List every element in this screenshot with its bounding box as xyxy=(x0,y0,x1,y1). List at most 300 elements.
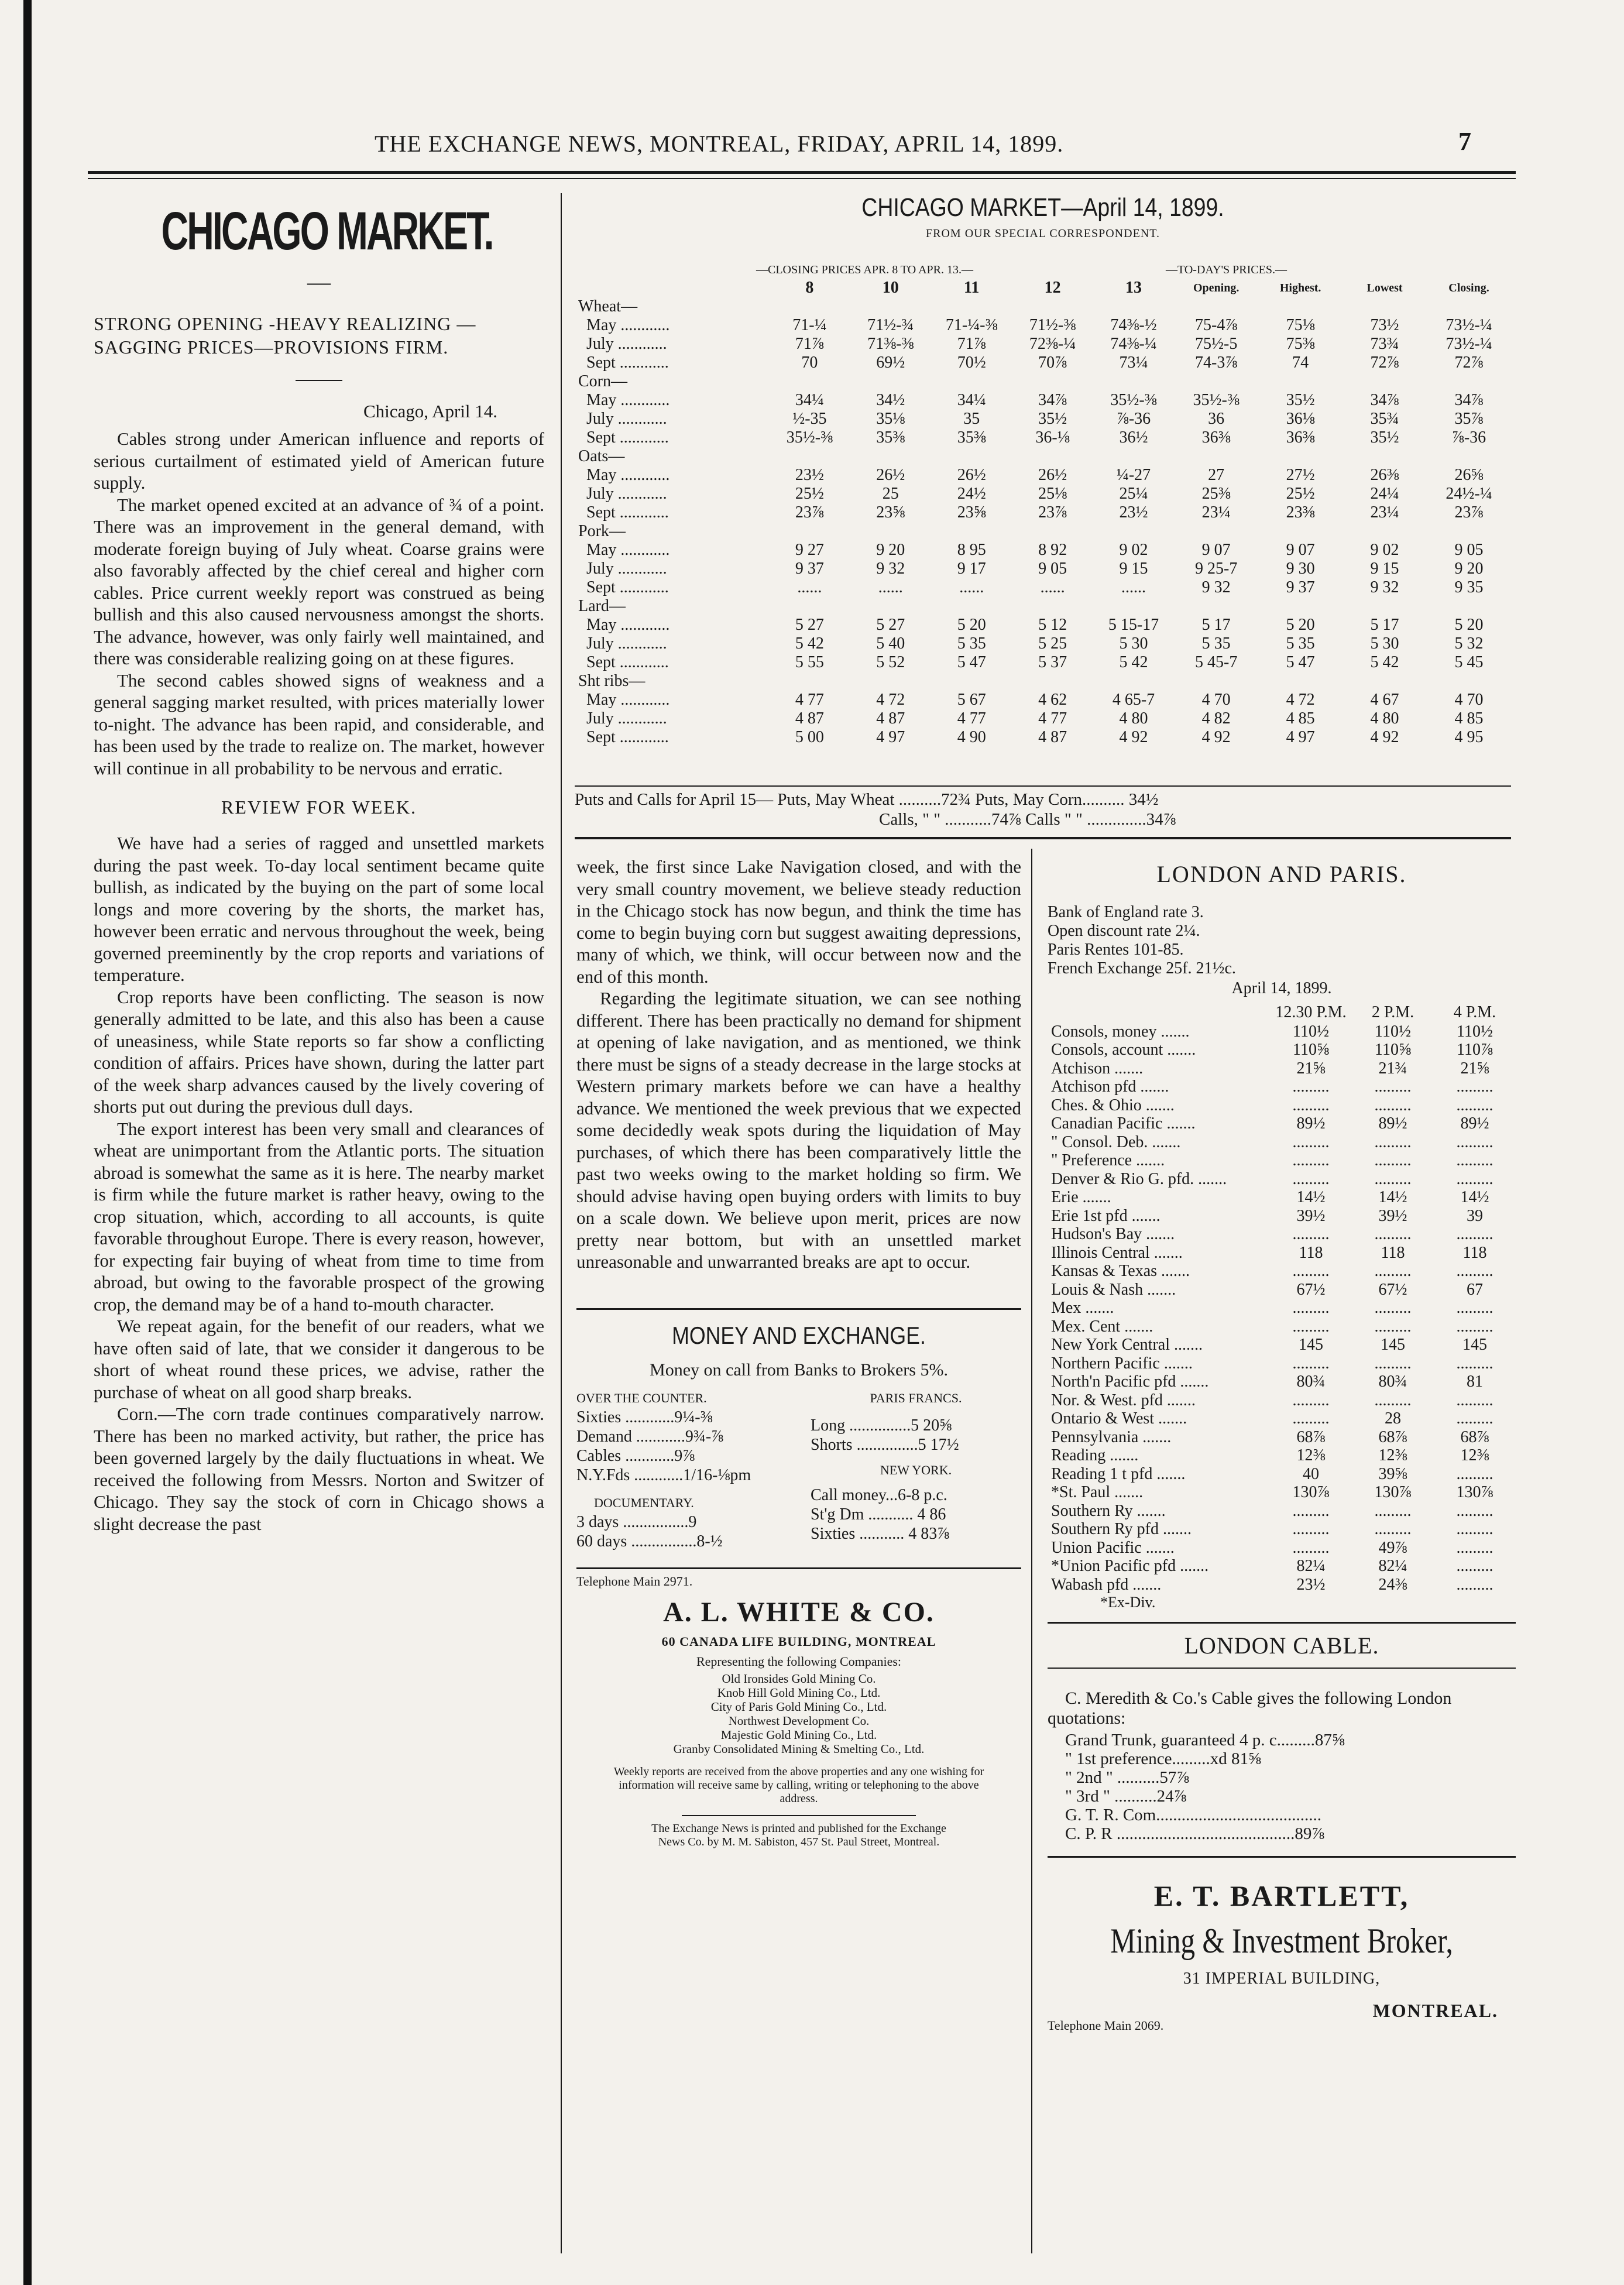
price-cell: 35 xyxy=(963,410,980,428)
quote-cell: ......... xyxy=(1292,1096,1330,1114)
price-cell: 72⅞ xyxy=(1454,354,1484,372)
subheading: STRONG OPENING -HEAVY REALIZING — SAGGING PRICES—PROVISIONS FIRM. xyxy=(94,313,476,358)
chicago-price-table xyxy=(575,279,1511,747)
price-cell: 5 35 xyxy=(957,634,986,653)
price-cell: 70 xyxy=(801,354,818,372)
table-row xyxy=(1048,1114,1516,1133)
price-cell: 35½-⅜ xyxy=(1193,391,1240,409)
empty-cell xyxy=(931,597,1012,616)
price-cell: 24½ xyxy=(957,485,986,503)
table-row xyxy=(575,466,1511,485)
price-cell: 36½ xyxy=(1119,428,1148,447)
commodity-name: Sht ribs— xyxy=(578,672,646,690)
month-label: Sept ............ xyxy=(578,653,669,671)
empty-cell xyxy=(1012,597,1093,616)
masthead-rule-thin xyxy=(88,178,1516,179)
price-cell: 26½ xyxy=(876,466,905,484)
empty-cell xyxy=(769,447,850,466)
quote-cell: 68⅞ xyxy=(1296,1428,1326,1446)
paris-ny-block xyxy=(811,1388,1021,1551)
quote-cell: ......... xyxy=(1292,1501,1330,1520)
money-exchange-heading: MONEY AND EXCHANGE. xyxy=(672,1321,926,1349)
commodity-name: Corn— xyxy=(578,372,627,390)
puts-calls-line-1: Puts and Calls for April 15— Puts, May Wheat ..........72¾ Puts, May Corn.......... 34½ xyxy=(575,790,1159,809)
price-cell: 23⅞ xyxy=(1454,503,1484,521)
rate-line: Shorts ...............5 17½ xyxy=(811,1435,959,1454)
bartlett-phone: Telephone Main 2069. xyxy=(1048,2018,1164,2033)
price-cell: 35½ xyxy=(1286,391,1315,409)
price-cell: ...... xyxy=(1121,578,1146,596)
quote-cell: 14½ xyxy=(1378,1188,1407,1206)
table-row xyxy=(1048,1151,1516,1170)
london-stock-table xyxy=(1048,1003,1516,1594)
month-label: July ............ xyxy=(578,335,667,353)
quote-cell: ......... xyxy=(1374,1225,1412,1243)
quote-cell: ......... xyxy=(1456,1409,1493,1428)
price-cell: 9 17 xyxy=(957,560,986,578)
price-cell: 9 27 xyxy=(795,541,824,559)
article-body xyxy=(94,428,544,779)
rate-line: French Exchange 25f. 21½c. xyxy=(1048,959,1236,977)
table-row xyxy=(1048,1520,1516,1539)
empty-cell xyxy=(769,297,850,316)
empty-cell xyxy=(1174,297,1258,316)
price-cell: ½-35 xyxy=(792,410,827,428)
empty-cell xyxy=(1343,672,1427,691)
price-cell: 4 70 xyxy=(1201,691,1231,709)
table-row xyxy=(1048,1391,1516,1410)
price-cell: 5 30 xyxy=(1370,634,1399,653)
stock-name: Mex. Cent ....... xyxy=(1051,1317,1153,1336)
price-cell: 4 92 xyxy=(1201,728,1231,746)
table-row xyxy=(575,653,1511,672)
quote-cell: 80¾ xyxy=(1378,1373,1407,1391)
price-cell: 74 xyxy=(1292,354,1309,372)
page-edge xyxy=(23,0,32,2285)
price-cell: 36⅛ xyxy=(1286,410,1315,428)
price-cell: 5 42 xyxy=(1119,653,1148,671)
quote-cell: 80¾ xyxy=(1296,1373,1326,1391)
price-cell: 4 85 xyxy=(1454,709,1484,728)
column-rule-2 xyxy=(1031,849,1032,2253)
table-row xyxy=(575,335,1511,354)
empty-cell xyxy=(1174,447,1258,466)
cable-line: " 3rd " ..........24⅞ xyxy=(1065,1787,1187,1806)
price-cell: 5 17 xyxy=(1370,616,1399,634)
price-cell: 25⅛ xyxy=(1038,485,1067,503)
table-row xyxy=(1048,1465,1516,1484)
empty-cell xyxy=(1427,447,1511,466)
price-cell: 5 27 xyxy=(795,616,824,634)
price-cell: 34⅞ xyxy=(1370,391,1399,409)
price-cell: 75½-5 xyxy=(1195,335,1238,353)
quote-cell: 110⅝ xyxy=(1293,1041,1329,1059)
paragraph: We have had a series of ragged and unsettled markets during the past week. To-day local sentiment became quite bullish, as indicated by the buying on the part of some local longs and more covering by the shorts, the market has, however been erratic and nervous throughout the week, being governed preeminently by the crop reports and variations of temperature. xyxy=(94,833,544,985)
quote-cell: 68⅞ xyxy=(1378,1428,1407,1446)
ad-rule-top xyxy=(576,1567,1021,1569)
table-row xyxy=(575,728,1511,747)
price-cell: 35½-⅜ xyxy=(1110,391,1157,409)
price-cell: 4 72 xyxy=(876,691,905,709)
quote-cell: 82¼ xyxy=(1378,1557,1407,1575)
price-cell: 4 72 xyxy=(1286,691,1315,709)
quote-cell: 145 xyxy=(1462,1336,1487,1354)
table-row xyxy=(575,485,1511,503)
ny-head: NEW YORK. xyxy=(880,1462,952,1477)
quote-cell: ......... xyxy=(1374,1520,1412,1538)
london-paris-rates xyxy=(1048,903,1516,998)
empty-cell xyxy=(931,372,1012,391)
price-cell: 73¼ xyxy=(1119,354,1148,372)
ad-address: 60 CANADA LIFE BUILDING, MONTREAL xyxy=(661,1634,936,1649)
quote-cell: 67½ xyxy=(1378,1280,1407,1299)
header-cell: 13 xyxy=(1125,279,1142,297)
table-row xyxy=(575,691,1511,709)
company-name: Old Ironsides Gold Mining Co. xyxy=(722,1671,876,1686)
month-label: Sept ............ xyxy=(578,428,669,447)
month-label: July ............ xyxy=(578,560,667,578)
empty-cell xyxy=(1174,672,1258,691)
ad-representing: Representing the following Companies: xyxy=(696,1653,902,1669)
stock-name: Louis & Nash ....... xyxy=(1051,1280,1176,1299)
cable-rule-top xyxy=(1048,1622,1516,1624)
rate-line: Bank of England rate 3. xyxy=(1048,903,1204,921)
price-cell: 5 15-17 xyxy=(1108,616,1159,634)
price-cell: 4 82 xyxy=(1201,709,1231,728)
cable-line: C. P. R ..........................................89⅞ xyxy=(1065,1824,1325,1843)
empty-cell xyxy=(1174,597,1258,616)
header-cell: 8 xyxy=(805,279,814,297)
price-cell: ...... xyxy=(878,578,903,596)
rate-line: Paris Rentes 101-85. xyxy=(1048,941,1184,959)
empty-cell xyxy=(1258,447,1343,466)
price-cell: 5 35 xyxy=(1201,634,1231,653)
table-row xyxy=(1048,1557,1516,1576)
price-cell: 25½ xyxy=(1286,485,1315,503)
price-cell: 71½-⅜ xyxy=(1029,316,1076,334)
paragraph: week, the first since Lake Navigation closed, and with the very small country movement, we believe steady reduction in the Chicago stock has now begun, and think the time has come to begin buying corn but suggest awaiting depressions, many of which, we think, will occur between now and the end of this month. xyxy=(576,856,1021,987)
stock-name: Reading 1 t pfd ....... xyxy=(1051,1464,1186,1483)
price-cell: 36 xyxy=(1208,410,1225,428)
stock-name: Kansas & Texas ....... xyxy=(1051,1262,1190,1280)
price-cell: 26½ xyxy=(957,466,986,484)
header-cell: 4 P.M. xyxy=(1453,1003,1496,1021)
stock-name: Ontario & West ....... xyxy=(1051,1409,1187,1428)
company-name: Knob Hill Gold Mining Co., Ltd. xyxy=(717,1685,881,1700)
price-cell: 70⅞ xyxy=(1038,354,1067,372)
quote-cell: ......... xyxy=(1456,1391,1493,1409)
price-cell: 35½ xyxy=(1370,428,1399,447)
table-row xyxy=(1048,1576,1516,1594)
price-cell: ¼-27 xyxy=(1116,466,1151,484)
quote-cell: 49⅞ xyxy=(1378,1538,1407,1557)
paragraph: Crop reports have been conflicting. The season is now generally admitted to be late, and this also has been a cause of uneasiness, while State reports so far show a conflicting condition of affairs. Prices have shown, during the latter part of the week sharp advances caused by the lively covering of shorts put out during the previous dull days. xyxy=(94,986,544,1117)
price-cell: 5 20 xyxy=(1286,616,1315,634)
price-cell: 73¾ xyxy=(1370,335,1399,353)
stock-name: Consols, account ....... xyxy=(1051,1041,1196,1059)
quote-cell: 110½ xyxy=(1457,1022,1493,1041)
paragraph: Regarding the legitimate situation, we can see nothing different. There has been practically no demand for shipment at opening of lake navigation, and as mentioned, we think there must be signs of a steady decrease in the large stocks at Western primary markets before we can have a healthy advance. We mentioned the week previous that we expected some decidedly weak spots during the liquidation of May purchases, of which there has been comparatively little the past two weeks owing to the market holding so firm. We should advise having open buying orders with limits to buy on a scale down. We believe upon merit, prices are now pretty near bottom, but with an unsettled market unreasonable and unwarranted breaks are apt to occur. xyxy=(576,988,1021,1272)
rate-line: Open discount rate 2¼. xyxy=(1048,922,1200,940)
price-cell: 9 25-7 xyxy=(1195,560,1238,578)
price-cell: 71⅞ xyxy=(957,335,986,353)
price-cell: 34⅞ xyxy=(1454,391,1484,409)
quote-cell: ......... xyxy=(1374,1262,1412,1280)
empty-cell xyxy=(1093,372,1174,391)
price-cell: 23⅜ xyxy=(1286,503,1315,521)
quote-cell: 118 xyxy=(1462,1243,1487,1262)
table-row xyxy=(1048,1262,1516,1281)
rate-line: 60 days ................8-½ xyxy=(576,1532,723,1550)
price-cell: 35½-⅜ xyxy=(786,428,833,447)
column-3 xyxy=(1048,860,1516,2033)
table-row xyxy=(575,616,1511,634)
stock-name: " Preference ....... xyxy=(1051,1151,1165,1169)
quote-cell: 68⅞ xyxy=(1460,1428,1489,1446)
stock-name: *St. Paul ....... xyxy=(1051,1483,1144,1501)
empty-cell xyxy=(1093,522,1174,541)
stock-name: Southern Ry ....... xyxy=(1051,1501,1166,1520)
price-cell: ⅞-36 xyxy=(1116,410,1151,428)
table-row xyxy=(1048,1318,1516,1336)
price-cell: 71-¼-⅜ xyxy=(945,316,998,334)
paragraph: The market opened excited at an advance of ¾ of a point. There was an improvement in the general demand, with moderate foreign buying of July wheat. Coarse grains were also favorably affected by the chief cereal and higher corn cables. Price current weekly report was construed as being bullish and this also caused nervousness amongst the shorts. The advance, however, was only fairly well maintained, and there was considerable realizing going on at these figures. xyxy=(94,494,544,668)
empty-cell xyxy=(1093,447,1174,466)
empty-cell xyxy=(1258,522,1343,541)
quote-cell: ......... xyxy=(1456,1520,1493,1538)
closing-prices-head: —CLOSING PRICES APR. 8 TO APR. 13.— xyxy=(756,263,974,276)
price-cell: 23⅝ xyxy=(957,503,986,521)
rate-line: Demand ............9¾-⅞ xyxy=(576,1427,724,1446)
quote-cell: 39 xyxy=(1467,1206,1483,1225)
rate-line: Sixties ............9¼-⅜ xyxy=(576,1408,713,1426)
price-cell: 5 20 xyxy=(957,616,986,634)
month-label: July ............ xyxy=(578,410,667,428)
price-cell: 5 45-7 xyxy=(1195,653,1238,671)
month-label: May ............ xyxy=(578,541,670,559)
table-row xyxy=(1048,1336,1516,1354)
price-cell: 35½ xyxy=(1038,410,1067,428)
quote-cell: ......... xyxy=(1292,1391,1330,1409)
page-number: 7 xyxy=(1458,127,1471,156)
quote-cell: 24⅜ xyxy=(1378,1575,1407,1594)
bartlett-name: E. T. BARTLETT, xyxy=(1153,1879,1410,1912)
table-row xyxy=(575,709,1511,728)
quote-cell: 14½ xyxy=(1296,1188,1326,1206)
table-row xyxy=(575,391,1511,410)
header-cell: Opening. xyxy=(1193,282,1240,294)
price-cell: 5 30 xyxy=(1119,634,1148,653)
empty-cell xyxy=(931,447,1012,466)
masthead-title: THE EXCHANGE NEWS, MONTREAL, FRIDAY, APRIL 14, 1899. xyxy=(375,131,1064,157)
price-cell: 35¾ xyxy=(1370,410,1399,428)
commodity-group-row xyxy=(575,447,1511,466)
company-name: City of Paris Gold Mining Co., Ltd. xyxy=(710,1699,887,1714)
quote-cell: ......... xyxy=(1456,1317,1493,1336)
price-cell: 36⅜ xyxy=(1201,428,1231,447)
price-cell: 23½ xyxy=(1119,503,1148,521)
documentary-head: DOCUMENTARY. xyxy=(594,1495,694,1510)
month-label: July ............ xyxy=(578,485,667,503)
price-cell: 72⅞ xyxy=(1370,354,1399,372)
price-cell: 8 92 xyxy=(1038,541,1067,559)
price-cell: 9 05 xyxy=(1038,560,1067,578)
table-row xyxy=(575,560,1511,578)
empty-cell xyxy=(1012,297,1093,316)
price-cell: 72⅜-¼ xyxy=(1029,335,1076,353)
table-row xyxy=(1048,1059,1516,1078)
price-cell: 5 25 xyxy=(1038,634,1067,653)
rate-line: Long ...............5 20⅝ xyxy=(811,1416,952,1435)
quote-cell: 81 xyxy=(1467,1373,1483,1391)
corn-article-body xyxy=(576,856,1021,1273)
commodity-name: Lard— xyxy=(578,597,626,615)
price-cell: 9 35 xyxy=(1454,578,1484,596)
price-cell: 5 27 xyxy=(876,616,905,634)
table-row xyxy=(1048,1170,1516,1189)
otc-head: OVER THE COUNTER. xyxy=(576,1390,707,1405)
header-cell xyxy=(1048,1003,1270,1023)
price-cell: 4 77 xyxy=(1038,709,1067,728)
table-row xyxy=(1048,1373,1516,1391)
table-source: FROM OUR SPECIAL CORRESPONDENT. xyxy=(926,227,1160,240)
quote-cell: ......... xyxy=(1456,1078,1493,1096)
price-cell: 27 xyxy=(1208,466,1225,484)
price-cell: 9 07 xyxy=(1201,541,1231,559)
subhead-rule xyxy=(296,380,342,381)
price-cell: 4 65-7 xyxy=(1112,691,1155,709)
quote-cell: ......... xyxy=(1456,1133,1493,1151)
table-row xyxy=(575,316,1511,335)
price-cell: 36⅜ xyxy=(1286,428,1315,447)
header-cell: Lowest xyxy=(1367,282,1403,294)
quote-cell: ......... xyxy=(1374,1299,1412,1317)
rate-line: Cables ............9⅞ xyxy=(576,1446,695,1465)
commodity-name: Wheat— xyxy=(578,297,638,315)
table-row xyxy=(1048,1078,1516,1096)
cable-intro: C. Meredith & Co.'s Cable gives the following London quotations: xyxy=(1048,1689,1452,1728)
header-cell: Closing. xyxy=(1448,282,1489,294)
stock-name: Reading ....... xyxy=(1051,1446,1139,1464)
imprint-rule xyxy=(682,1815,916,1816)
table-row xyxy=(1048,1041,1516,1059)
price-cell: 4 62 xyxy=(1038,691,1067,709)
quote-cell: ......... xyxy=(1456,1557,1493,1575)
column-2 xyxy=(576,856,1021,1849)
price-cell: 24½-¼ xyxy=(1446,485,1492,503)
price-cell: 5 42 xyxy=(795,634,824,653)
price-cell: 4 77 xyxy=(795,691,824,709)
quote-cell: ......... xyxy=(1374,1501,1412,1520)
price-cell: 5 37 xyxy=(1038,653,1067,671)
rate-line: Call money...6-8 p.c. xyxy=(811,1485,947,1504)
price-cell: 9 02 xyxy=(1119,541,1148,559)
quote-cell: ......... xyxy=(1456,1262,1493,1280)
otc-block xyxy=(576,1388,811,1551)
price-cell: 5 17 xyxy=(1201,616,1231,634)
price-cell: 74-3⅞ xyxy=(1195,354,1238,372)
quote-cell: ......... xyxy=(1292,1225,1330,1243)
table-row xyxy=(1048,1023,1516,1041)
header-cell: Highest. xyxy=(1279,282,1321,294)
empty-cell xyxy=(769,522,850,541)
chicago-market-heading: CHICAGO MARKET. xyxy=(161,201,493,261)
price-cell: 9 05 xyxy=(1454,541,1484,559)
commodity-group-row xyxy=(575,297,1511,316)
price-cell: 9 07 xyxy=(1286,541,1315,559)
price-cell: ⅞-36 xyxy=(1451,428,1486,447)
empty-cell xyxy=(1427,372,1511,391)
empty-cell xyxy=(769,597,850,616)
price-cell: 9 20 xyxy=(1454,560,1484,578)
price-cell: 4 67 xyxy=(1370,691,1399,709)
month-label: Sept ............ xyxy=(578,728,669,746)
quote-cell: 23½ xyxy=(1296,1575,1326,1594)
price-cell: 5 52 xyxy=(876,653,905,671)
stock-name: Atchison ....... xyxy=(1051,1059,1144,1078)
stock-name: Northern Pacific ....... xyxy=(1051,1354,1193,1373)
price-cell: 5 40 xyxy=(876,634,905,653)
stock-name: Erie ....... xyxy=(1051,1188,1111,1206)
ad2-rule-top xyxy=(1048,1856,1516,1858)
paragraph: The export interest has been very small and clearances of wheat are unimportant from the Atlantic ports. The situation abroad is somewhat the same as it is here. The nearby market is firm while the future market is rather heavy, owing to the crop situation, which, according to all accounts, is quite favorable throughout Europe. There is every reason, however, for expecting fair buying of wheat from time to time from abroad, but owing to the favorable prospect of the growing crop, the demand may be of a hand to-mouth character. xyxy=(94,1118,544,1315)
stock-name: Union Pacific ....... xyxy=(1051,1538,1175,1557)
price-cell: ...... xyxy=(959,578,984,596)
stock-name: " Consol. Deb. ....... xyxy=(1051,1133,1181,1151)
quote-cell: ......... xyxy=(1374,1317,1412,1336)
table-title: CHICAGO MARKET—April 14, 1899. xyxy=(861,193,1224,222)
price-cell: 9 37 xyxy=(795,560,824,578)
bartlett-title: Mining & Investment Broker, xyxy=(1110,1922,1453,1960)
bartlett-address: 31 IMPERIAL BUILDING, xyxy=(1183,1970,1381,1988)
price-cell: 23¼ xyxy=(1370,503,1399,521)
empty-cell xyxy=(1174,372,1258,391)
price-cell: 73½-¼ xyxy=(1446,316,1492,334)
ad-telephone: Telephone Main 2971. xyxy=(576,1573,693,1588)
table-row xyxy=(1048,1409,1516,1428)
header-cell: 10 xyxy=(882,279,899,297)
price-cell: 4 87 xyxy=(795,709,824,728)
quote-cell: ......... xyxy=(1456,1169,1493,1188)
quote-cell: 21⅝ xyxy=(1460,1059,1489,1078)
empty-cell xyxy=(850,672,931,691)
price-cell: 73½ xyxy=(1370,316,1399,334)
empty-cell xyxy=(1343,372,1427,391)
price-cell: 5 45 xyxy=(1454,653,1484,671)
quote-cell: 89½ xyxy=(1460,1114,1489,1133)
quote-cell: ......... xyxy=(1292,1354,1330,1373)
price-cell: 35⅞ xyxy=(1454,410,1484,428)
price-cell: 27½ xyxy=(1286,466,1315,484)
commodity-group-row xyxy=(575,597,1511,616)
empty-cell xyxy=(850,372,931,391)
price-cell: 9 32 xyxy=(1370,578,1399,596)
commodity-group-row xyxy=(575,672,1511,691)
month-label: Sept ............ xyxy=(578,578,669,596)
price-cell: 4 70 xyxy=(1454,691,1484,709)
empty-cell xyxy=(769,672,850,691)
paris-head: PARIS FRANCS. xyxy=(870,1390,962,1405)
quote-cell: 14½ xyxy=(1460,1188,1489,1206)
stock-name: New York Central ....... xyxy=(1051,1336,1203,1354)
price-cell: ...... xyxy=(797,578,822,596)
ad-firm-name: A. L. WHITE & CO. xyxy=(663,1596,935,1628)
stock-name: Wabash pfd ....... xyxy=(1051,1575,1162,1594)
price-cell: 5 47 xyxy=(1286,653,1315,671)
quote-cell: ......... xyxy=(1374,1151,1412,1169)
quote-cell: 110⅝ xyxy=(1375,1041,1411,1059)
stock-name: Atchison pfd ....... xyxy=(1051,1078,1169,1096)
